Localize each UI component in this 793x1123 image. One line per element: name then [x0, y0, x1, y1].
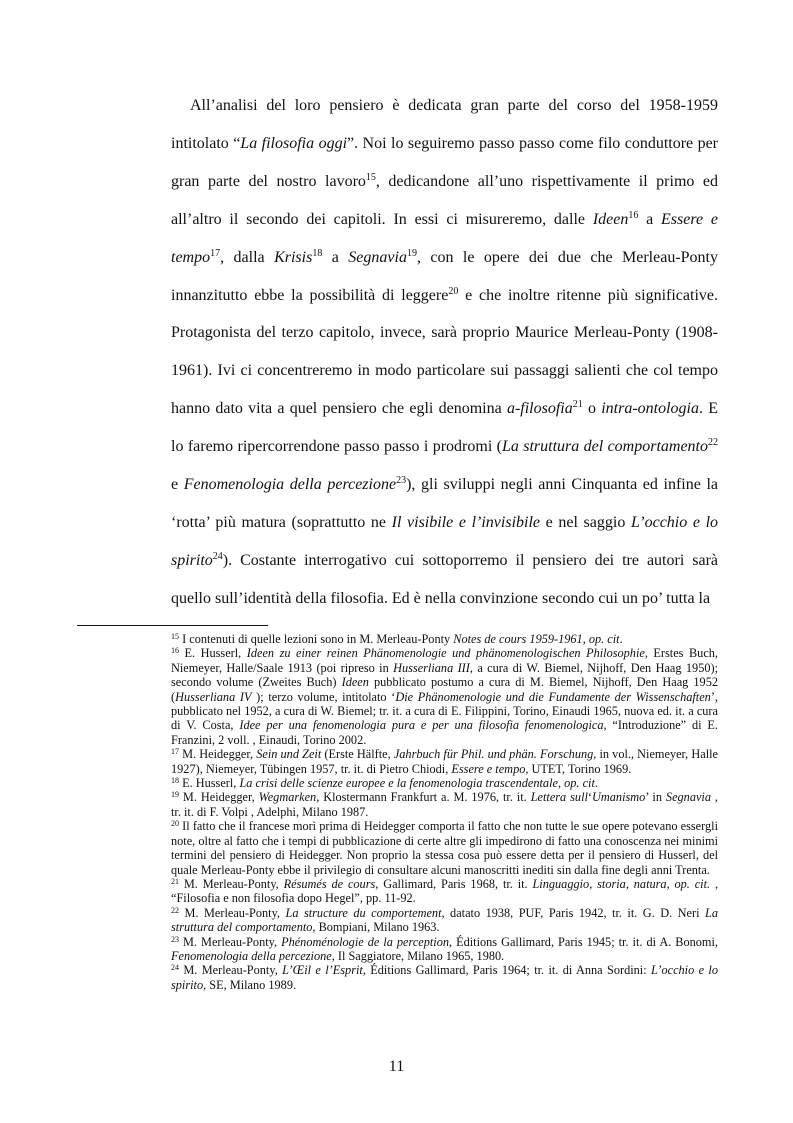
italic-text: Husserliana III [393, 660, 470, 675]
text-run: (Erste Hälfte, [321, 747, 394, 762]
italic-text: L’Œil e l’Esprit [282, 963, 363, 978]
footnote-number: 16 [171, 646, 179, 656]
footnote-18 [171, 776, 718, 790]
text-run: I contenuti di quelle lezioni sono in M. Merleau-Ponty [179, 632, 454, 646]
italic-text: Segnavia [348, 248, 407, 266]
italic-text: Ideen [592, 210, 629, 228]
text-run: , [557, 776, 565, 791]
text-run: , tr. it. di F. Volpi , Adelphi, Milano 1987. [171, 790, 719, 819]
italic-text: Husserliana IV [175, 689, 252, 704]
italic-text: La crisi delle scienze europee e la fenomenologia trascendentale [239, 776, 558, 791]
footnote-17 [171, 747, 718, 776]
text-run: o [582, 400, 602, 418]
text-run: ), gli sviluppi negli anni Cinquanta ed infine la ‘rotta’ più matura (soprattutto ne [171, 476, 718, 531]
italic-text: La struttura del comportamento [501, 438, 709, 456]
text-run: a [638, 210, 662, 228]
text-run: M. Merleau-Ponty, [179, 876, 284, 891]
text-run: pubblicato postumo a cura di M. Biemel, Nijhoff, Den Haag 1952 ( [171, 675, 718, 704]
italic-text: Essere e tempo [451, 761, 526, 776]
text-run: E. Husserl, [179, 646, 247, 661]
footnote-reference: 19 [406, 247, 417, 259]
text-run: . [594, 776, 598, 791]
italic-text: Idee per una fenomenologia pura e per una filosofia fenomenologica [239, 718, 604, 733]
text-run: . [619, 632, 623, 646]
text-run: , [666, 876, 675, 891]
footnote-20 [171, 819, 718, 877]
text-run: a [322, 248, 349, 266]
italic-text: Fenomenologia della percezione [171, 948, 332, 963]
italic-text: storia [597, 876, 626, 891]
text-run: e nel saggio [540, 513, 631, 531]
text-run: E. Husserl, [179, 776, 240, 791]
footnote-22 [171, 906, 718, 935]
footnote-number: 21 [171, 876, 179, 886]
italic-text: op. cit [588, 632, 620, 646]
italic-text: Sein und Zeit [256, 747, 322, 762]
text-run: , con le opere dei due che Merleau-Ponty innanzitutto ebbe la possibilità di leggere [171, 248, 718, 304]
text-run: M. Heidegger, [179, 790, 259, 805]
text-run: Il fatto che il francese morì prima di Heidegger comporta il fatto che non tutte le sue opere potevano essergli note, oltre al fatto che i tempi di pubblicazione di certe altre gli impedirono di fatto una conoscenza nei minimi termini del pensiero di Heidegger. Non proprio la stessa cosa può essere detta per il pensiero di Husserl, del quale Merleau-Ponty ebbe il privilegio di consultare alcuni manoscritti inediti sin dalla fine degli anni Trenta. [171, 819, 718, 877]
text-run: ’ in [645, 790, 666, 805]
footnote-separator [77, 625, 268, 626]
italic-text: Notes de cours 1959-1961 [453, 632, 583, 646]
text-run: , datato 1938, PUF, Paris 1942, tr. it. G. D. Neri [441, 905, 705, 920]
italic-text: L’occhio e lo spirito [171, 513, 719, 569]
italic-text: Die Phänomenologie und die Fundamente der Wissenschaften [395, 689, 711, 704]
text-run: , dedicandone all’uno rispettivamente il primo ed all’altro il secondo dei capitoli. In essi ci misureremo, dalle [171, 172, 718, 228]
italic-text: Ideen [341, 675, 369, 690]
text-run: , in vol., Niemeyer, Halle 1927), Niemeyer, Tübingen 1957, tr. it. di Pietro Chiodi, [171, 747, 718, 776]
text-run: M. Merleau-Ponty, [179, 905, 286, 920]
footnote-24 [171, 963, 718, 992]
footnote-number: 15 [171, 632, 179, 641]
italic-text: op. cit [564, 776, 595, 791]
body-paragraph [171, 87, 718, 618]
footnote-number: 24 [171, 963, 179, 973]
page-number: 11 [388, 1058, 405, 1075]
footnote-15 [171, 632, 718, 646]
footnote-21 [171, 877, 718, 906]
footnote-reference: 23 [396, 475, 407, 487]
italic-text: op. cit. [674, 876, 711, 891]
footnote-number: 20 [171, 819, 179, 829]
text-run: , UTET, Torino 1969. [525, 761, 632, 776]
text-run: , Erstes Buch, Niemeyer, Halle/Saale 1913 (poi ripreso in [171, 646, 719, 675]
text-run: , a cura di W. Biemel, Nijhoff, Den Haag 1950); secondo volume (Zweites Buch) [171, 660, 718, 690]
footnote-23 [171, 935, 718, 964]
footnote-16 [171, 646, 718, 747]
footnote-number: 19 [171, 790, 179, 800]
italic-text: Jahrbuch für Phil. und phän. Forschung [393, 747, 594, 762]
text-run: , Éditions Gallimard, Paris 1945; tr. it. di A. Bonomi, [449, 934, 718, 949]
text-run: M. Heidegger, [179, 747, 257, 762]
italic-text: Il visibile e l’invisibile [391, 513, 541, 531]
footnote-number: 17 [171, 747, 179, 757]
text-run: e che inoltre ritenne più significative. Protagonista del terzo capitolo, invece, sarà proprio Maurice Merleau-Ponty (1908-1961). Ivi ci concentreremo in modo particolare sui passaggi salienti che col tempo hanno dato vita a quel pensiero che egli denomina [171, 286, 718, 418]
text-run: , Il Saggiatore, Milano 1965, 1980. [331, 948, 505, 963]
text-run: , Bompiani, Milano 1963. [312, 920, 440, 935]
footnote-reference: 21 [572, 399, 583, 411]
footnote-reference: 16 [628, 209, 639, 221]
text-run: , [589, 876, 598, 891]
text-run: M. Merleau-Ponty, [179, 934, 282, 949]
footnote-reference: 15 [365, 171, 376, 183]
italic-text: Umanismo [592, 790, 646, 805]
italic-text: La filosofia oggi [240, 134, 348, 152]
footnote-reference: 17 [210, 247, 221, 259]
text-run: e [171, 476, 184, 494]
text-run: , SE, Milano 1989. [203, 977, 297, 992]
italic-text: Essere e tempo [171, 210, 718, 266]
text-run: ). Costante interrogativo cui sottoporremo il pensiero dei tre autori sarà quello sull’identità della filosofia. Ed è nella convinzione secondo cui un po’ tutta la [171, 551, 718, 607]
text-run: M. Merleau-Ponty, [179, 963, 283, 978]
italic-text: Phénoménologie de la perception [281, 934, 450, 949]
text-run: ‘ [587, 790, 593, 805]
text-run: , dalla [220, 248, 275, 266]
text-run: ); terzo volume, intitolato ‘ [251, 689, 396, 704]
text-run: , Éditions Gallimard, Paris 1964; tr. it. di Anna Sordini: [362, 963, 651, 978]
text-run: , “Filosofia e non filosofia dopo Hegel”, pp. 11-92. [171, 876, 719, 906]
footnote-number: 18 [171, 776, 179, 786]
italic-text: Linguaggio [532, 876, 590, 891]
text-run: , “Introduzione” di E. Franzini, 2 voll. , Einaudi, Torino 2002. [171, 718, 718, 747]
italic-text: La structure du comportement [285, 905, 442, 920]
italic-text: L’occhio e lo spirito [171, 963, 718, 992]
italic-text: intra-ontologia [601, 400, 699, 418]
footnote-reference: 22 [708, 437, 719, 449]
text-run: ”. Noi lo seguiremo passo passo come filo conduttore per gran parte del nostro lavoro [171, 134, 719, 190]
italic-text: natura [633, 876, 667, 891]
italic-text: a-filosofia [506, 400, 573, 418]
footnote-number: 22 [171, 905, 179, 915]
italic-text: La struttura del comportamento [171, 905, 718, 935]
text-run: , Klostermann Frankfurt a. M. 1976, tr. it. [316, 790, 531, 805]
text-run: , [582, 632, 589, 646]
italic-text: Segnavia [665, 790, 711, 805]
footnote-reference: 20 [448, 285, 459, 297]
italic-text: Krisis [274, 248, 313, 266]
footnotes [171, 632, 718, 992]
italic-text: Résumés de cours [283, 876, 376, 891]
text-run: ’, pubblicato nel 1952, a cura di W. Biemel; tr. it. a cura di E. Filippini, Torino, Einaudi 1965, nuova ed. it. a cura di V. Costa, [171, 689, 718, 733]
footnote-19 [171, 790, 718, 819]
italic-text: Lettera sull [530, 790, 588, 805]
footnote-reference: 18 [312, 247, 323, 259]
text-run: . E lo faremo ripercorrendone passo passo i prodromi ( [171, 400, 718, 456]
text-run: , Gallimard, Paris 1968, tr. it. [375, 876, 533, 891]
text-run: All’analisi del loro pensiero è dedicata gran parte del corso del 1958-1959 intitolato “ [171, 97, 718, 152]
footnote-reference: 24 [212, 550, 223, 562]
footnote-number: 23 [171, 934, 179, 944]
italic-text: Fenomenologia della percezione [183, 476, 397, 494]
text-run: , [625, 876, 634, 891]
italic-text: Ideen zu einer reinen Phänomenologie und phänomenologischen Philosophie [246, 646, 645, 661]
italic-text: Wegmarken [258, 790, 317, 805]
